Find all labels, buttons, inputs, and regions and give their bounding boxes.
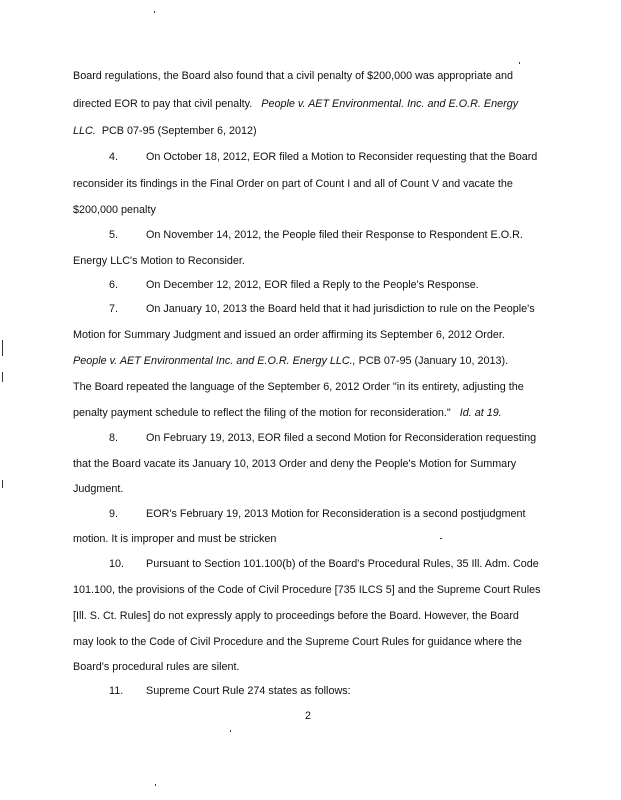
text-line: On November 14, 2012, the People filed their Response to Respondent E.O.R.: [146, 229, 523, 241]
text-line: $200,000 penalty: [73, 204, 156, 216]
margin-mark: [2, 340, 3, 356]
text-line: reconsider its findings in the Final Order on part of Count I and all of Count V and vacate the: [73, 178, 513, 190]
text-line: Energy LLC's Motion to Reconsider.: [73, 255, 245, 267]
text-line: Board's procedural rules are silent.: [73, 661, 240, 673]
text-run: PCB 07-95 (September 6, 2012): [101, 125, 257, 137]
case-citation: People v. AET Environmental Inc. and E.O.R. Energy LLC.,: [73, 355, 356, 367]
paragraph-number: 9.: [109, 508, 119, 520]
text-line: The Board repeated the language of the September 6, 2012 Order "in its entirety, adjusting the: [73, 381, 524, 393]
text-line: [73, 406, 502, 420]
text-run: directed EOR to pay that civil penalty.: [73, 98, 253, 110]
text-line: On January 10, 2013 the Board held that it had jurisdiction to rule on the People's: [146, 303, 535, 315]
case-citation: Id. at 19.: [459, 407, 502, 419]
text-line: On October 18, 2012, EOR filed a Motion to Reconsider requesting that the Board: [146, 151, 538, 163]
margin-mark: [2, 372, 3, 382]
page-number: 2: [305, 710, 312, 722]
text-line: On December 12, 2012, EOR filed a Reply to the People's Response.: [146, 279, 479, 291]
text-line: On February 19, 2013, EOR filed a second Motion for Reconsideration requesting: [146, 432, 537, 444]
text-line: Motion for Summary Judgment and issued an order affirming its September 6, 2012 Order.: [73, 329, 505, 341]
text-line: [73, 97, 518, 111]
paragraph-number: 6.: [109, 279, 119, 291]
case-citation: LLC.: [73, 125, 96, 137]
text-run: penalty payment schedule to reflect the filing of the motion for reconsideration.": [73, 407, 451, 419]
text-line: EOR's February 19, 2013 Motion for Reconsideration is a second postjudgment: [146, 508, 526, 520]
text-line: Supreme Court Rule 274 states as follows:: [146, 685, 351, 697]
text-line: Board regulations, the Board also found that a civil penalty of $200,000 was appropriate and: [73, 70, 513, 82]
text-line: 101.100, the provisions of the Code of Civil Procedure [735 ILCS 5] and the Supreme Court Rules: [73, 584, 541, 596]
scan-speck: [440, 538, 442, 539]
scan-speck: [154, 11, 155, 13]
text-line: [73, 354, 508, 368]
text-line: [Ill. S. Ct. Rules] do not expressly apply to proceedings before the Board. However, the Board: [73, 610, 519, 622]
text-line: that the Board vacate its January 10, 2013 Order and deny the People's Motion for Summary: [73, 458, 517, 470]
scan-speck: [155, 784, 156, 786]
scan-speck: [230, 730, 231, 732]
paragraph-number: 5.: [109, 229, 119, 241]
paragraph-number: 10.: [109, 558, 125, 570]
text-line: [73, 124, 257, 138]
scan-speck: [519, 62, 520, 64]
margin-mark: [2, 480, 3, 488]
paragraph-number: 4.: [109, 151, 119, 163]
text-line: motion. It is improper and must be stricken: [73, 533, 277, 545]
paragraph-number: 11.: [109, 685, 124, 697]
text-line: may look to the Code of Civil Procedure and the Supreme Court Rules for guidance where the: [73, 636, 522, 648]
text-run: PCB 07-95 (January 10, 2013).: [358, 355, 509, 367]
text-line: Pursuant to Section 101.100(b) of the Board's Procedural Rules, 35 Ill. Adm. Code: [146, 558, 539, 570]
paragraph-number: 8.: [109, 432, 119, 444]
text-line: Judgment.: [73, 483, 124, 495]
paragraph-number: 7.: [109, 303, 119, 315]
case-citation: People v. AET Environmental. Inc. and E.O.R. Energy: [261, 98, 519, 110]
